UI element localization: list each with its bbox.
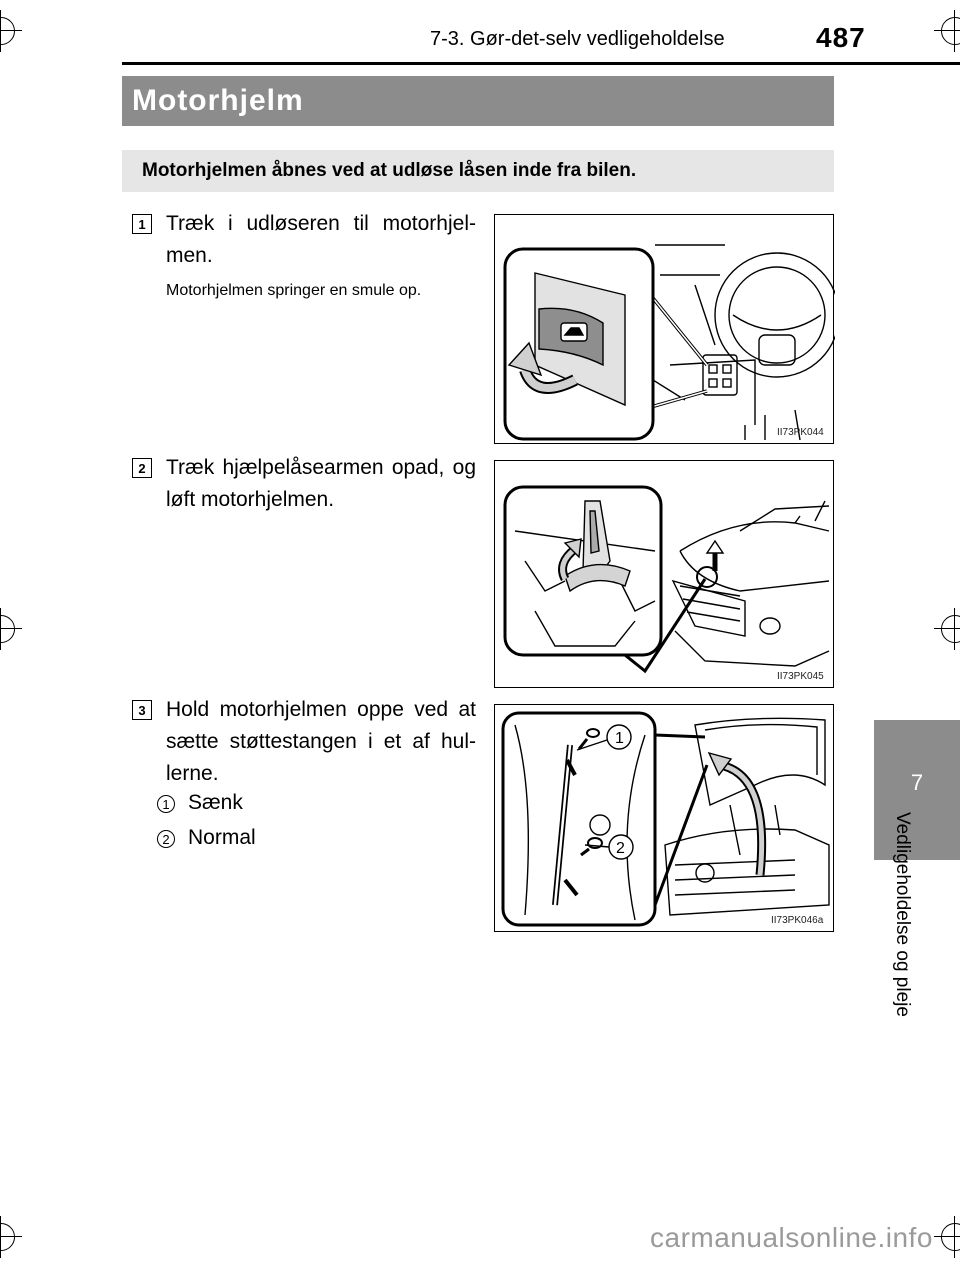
figure-code: II73PK046a bbox=[771, 915, 824, 926]
figure-code: II73PK045 bbox=[777, 671, 824, 682]
watermark: carmanualsonline.info bbox=[650, 1222, 933, 1253]
support-rod-illustration bbox=[495, 705, 835, 933]
figure-support-rod bbox=[494, 704, 834, 932]
crop-mark bbox=[941, 1223, 960, 1251]
legend-number-1: 1 bbox=[157, 795, 175, 813]
step-number-1: 1 bbox=[132, 214, 152, 234]
figure-auxiliary-catch bbox=[494, 460, 834, 688]
step-1-note: Motorhjelmen springer en smule op. bbox=[166, 282, 422, 299]
step-2-text: Træk hjælpelåsearmen opad, og løft motorhjelmen. bbox=[166, 456, 476, 511]
crop-mark bbox=[0, 17, 15, 45]
hood-release-illustration bbox=[495, 215, 835, 445]
crop-mark bbox=[941, 17, 960, 45]
step-1-text: Træk i udløseren til motorhjel- men. bbox=[166, 212, 476, 267]
hood-catch-illustration bbox=[495, 461, 835, 689]
page-number: 487 bbox=[816, 22, 866, 53]
figure-code: II73PK044 bbox=[777, 427, 824, 438]
legend-label-normal: Normal bbox=[188, 826, 256, 849]
chapter-label: Vedligeholdelse og pleje bbox=[892, 812, 913, 1017]
legend-label-lower: Sænk bbox=[188, 791, 243, 814]
crop-mark bbox=[0, 615, 15, 643]
chapter-number: 7 bbox=[910, 770, 924, 795]
figure-hood-release-lever bbox=[494, 214, 834, 444]
step-number-3: 3 bbox=[132, 700, 152, 720]
step-number-2: 2 bbox=[132, 458, 152, 478]
svg-text:2: 2 bbox=[616, 840, 625, 857]
svg-text:1: 1 bbox=[615, 730, 624, 747]
header-rule bbox=[122, 62, 960, 65]
section-title: 7-3. Gør-det-selv vedligeholdelse bbox=[430, 28, 725, 50]
crop-mark bbox=[941, 615, 960, 643]
crop-mark bbox=[0, 1223, 15, 1251]
step-3-text: Hold motorhjelmen oppe ved at sætte støttestangen i et af hul- lerne. bbox=[166, 698, 476, 785]
page-subtitle: Motorhjelmen åbnes ved at udløse låsen inde fra bilen. bbox=[122, 150, 834, 192]
legend-number-2: 2 bbox=[157, 830, 175, 848]
page-title: Motorhjelm bbox=[122, 76, 834, 126]
